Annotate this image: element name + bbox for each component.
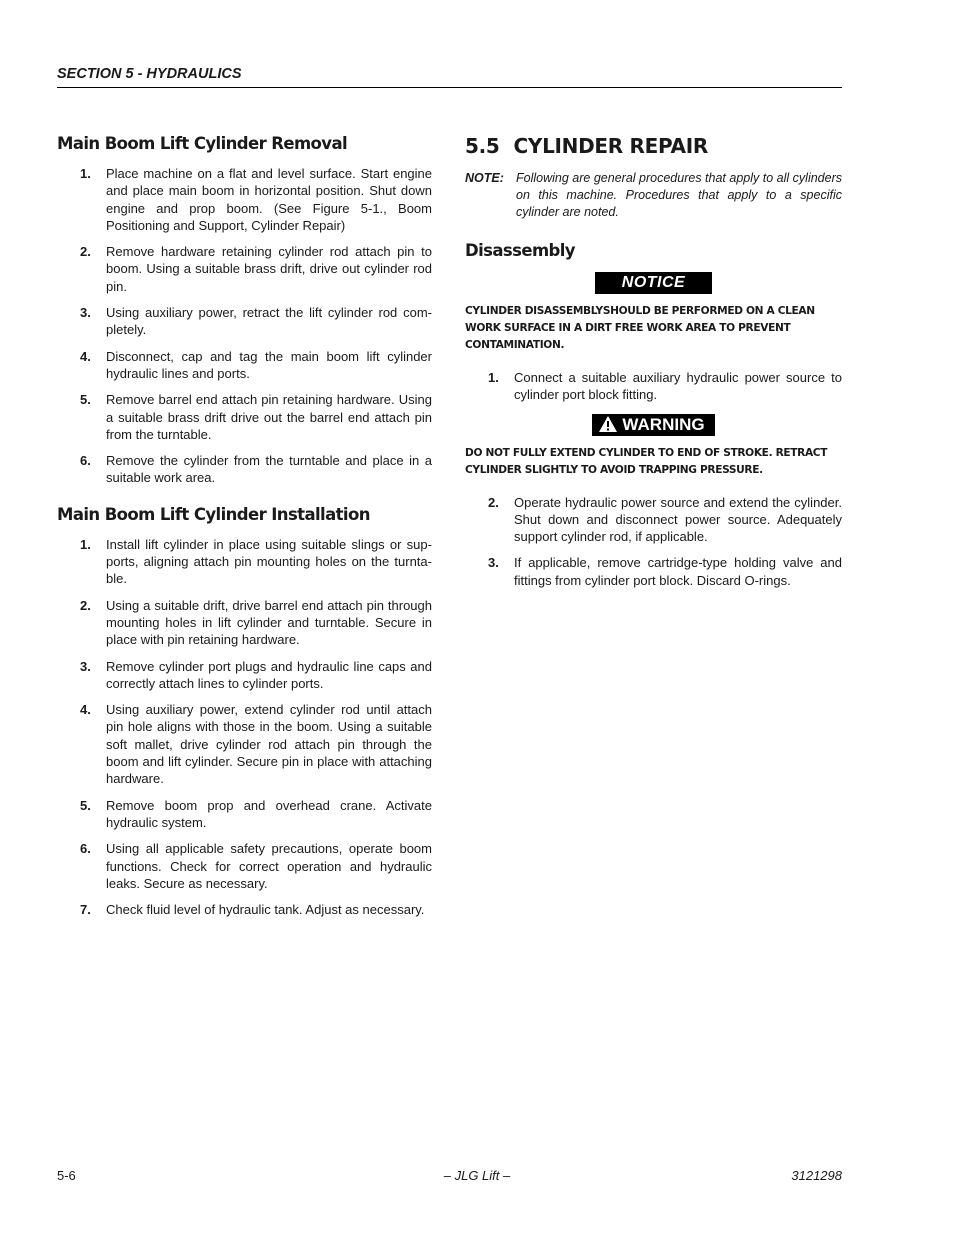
list-item: 4. Disconnect, cap and tag the main boom lift cylinder hydraulic lines and ports. xyxy=(80,348,432,381)
warning-badge xyxy=(592,414,714,436)
list-item: 4. Using auxiliary power, extend cylinder rod until attach pin hole aligns with those in the boom. Using a suitable soft mallet, drive cylinder rod attach pin through the boom and lift cylinder. Secure pin in place with attaching hardware. xyxy=(80,702,432,787)
note-block xyxy=(465,170,842,221)
disassembly-steps-b xyxy=(465,494,842,589)
notice-text: CYLINDER DISASSEMBLYSHOULD BE PERFORMED ON A CLEAN WORK SURFACE IN A DIRT FREE WORK AREA TO PREVENT CONTAMINATION. xyxy=(465,305,815,351)
warning-badge-wrap xyxy=(465,414,842,436)
list-item: 3. Using auxiliary power, retract the lift cylinder rod completely. xyxy=(80,305,432,338)
warning-triangle-icon xyxy=(598,415,618,433)
list-item: 2. Operate hydraulic power source and extend the cylinder. Shut down and disconnect power source. Adequately support cylinder rod, if applicable. xyxy=(488,494,842,545)
page-number: 5-6 xyxy=(57,1168,76,1183)
removal-steps xyxy=(57,165,432,487)
note-text: Following are general procedures that apply to all cylinders on this machine. Procedures that apply to a specific cylinder are noted. xyxy=(516,171,842,219)
list-item: 5. Remove boom prop and overhead crane. Activate hydraulic system. xyxy=(80,797,432,830)
list-item: 1. Place machine on a flat and level surface. Start engine and place main boom in horizontal position. Shut down engine and prop boom. (See Figure 5-1., Boom Positioning and Support, Cylinder Repair) xyxy=(80,166,432,233)
list-item: 5. Remove barrel end attach pin retaining hardware. Using a suitable brass drift drive out the barrel end attach pin from the turntable. xyxy=(80,392,432,442)
list-item: 3. If applicable, remove cartridge-type holding valve and fittings from cylinder port block. Discard O-rings. xyxy=(488,555,842,588)
removal-heading: Main Boom Lift Cylinder Removal xyxy=(57,134,348,153)
warning-label: WARNING xyxy=(622,414,705,434)
list-item: 3. Remove cylinder port plugs and hydraulic line caps and correctly attach lines to cylinder ports. xyxy=(80,658,432,691)
right-column xyxy=(465,134,842,598)
footer-center: – JLG Lift – xyxy=(443,1168,511,1183)
disassembly-heading: Disassembly xyxy=(465,241,575,260)
section-title-text: CYLINDER REPAIR xyxy=(513,134,708,158)
section-number: 5.5 xyxy=(465,134,500,158)
list-item: 7. Check fluid level of hydraulic tank. Adjust as necessary. xyxy=(80,902,425,918)
left-column xyxy=(57,134,432,927)
list-item: 6. Using all applicable safety precautions, operate boom functions. Check for correct operation and hydraulic leaks. Secure as necessary. xyxy=(80,841,432,891)
document-number: 3121298 xyxy=(791,1168,842,1183)
list-item: 2. Using a suitable drift, drive barrel end attach pin through mounting holes in lift cylinder and turntable. Secure in place with pin retaining hardware. xyxy=(80,597,432,648)
notice-badge-wrap xyxy=(465,272,842,294)
list-item: 6. Remove the cylinder from the turntable and place in a suitable work area. xyxy=(80,453,432,486)
note-label: NOTE: xyxy=(465,171,504,185)
warning-text: DO NOT FULLY EXTEND CYLINDER TO END OF STROKE. RETRACT CYLINDER SLIGHTLY TO AVOID TRAPPING PRESSURE. xyxy=(465,446,828,476)
list-item: 1. Connect a suitable auxiliary hydraulic power source to cylinder port block fitting. xyxy=(488,370,842,403)
list-item: 1. Install lift cylinder in place using suitable slings or supports, aligning attach pin mounting holes on the turntable. xyxy=(80,536,432,587)
section-header: SECTION 5 - HYDRAULICS xyxy=(57,66,842,88)
installation-steps xyxy=(57,536,432,919)
list-item: 2. Remove hardware retaining cylinder rod attach pin to boom. Using a suitable brass drift, drive out cylinder rod pin. xyxy=(80,244,432,294)
disassembly-steps-a xyxy=(465,369,842,404)
notice-badge: NOTICE xyxy=(595,272,712,294)
section-title xyxy=(465,134,842,158)
installation-heading: Main Boom Lift Cylinder Installation xyxy=(57,504,370,524)
